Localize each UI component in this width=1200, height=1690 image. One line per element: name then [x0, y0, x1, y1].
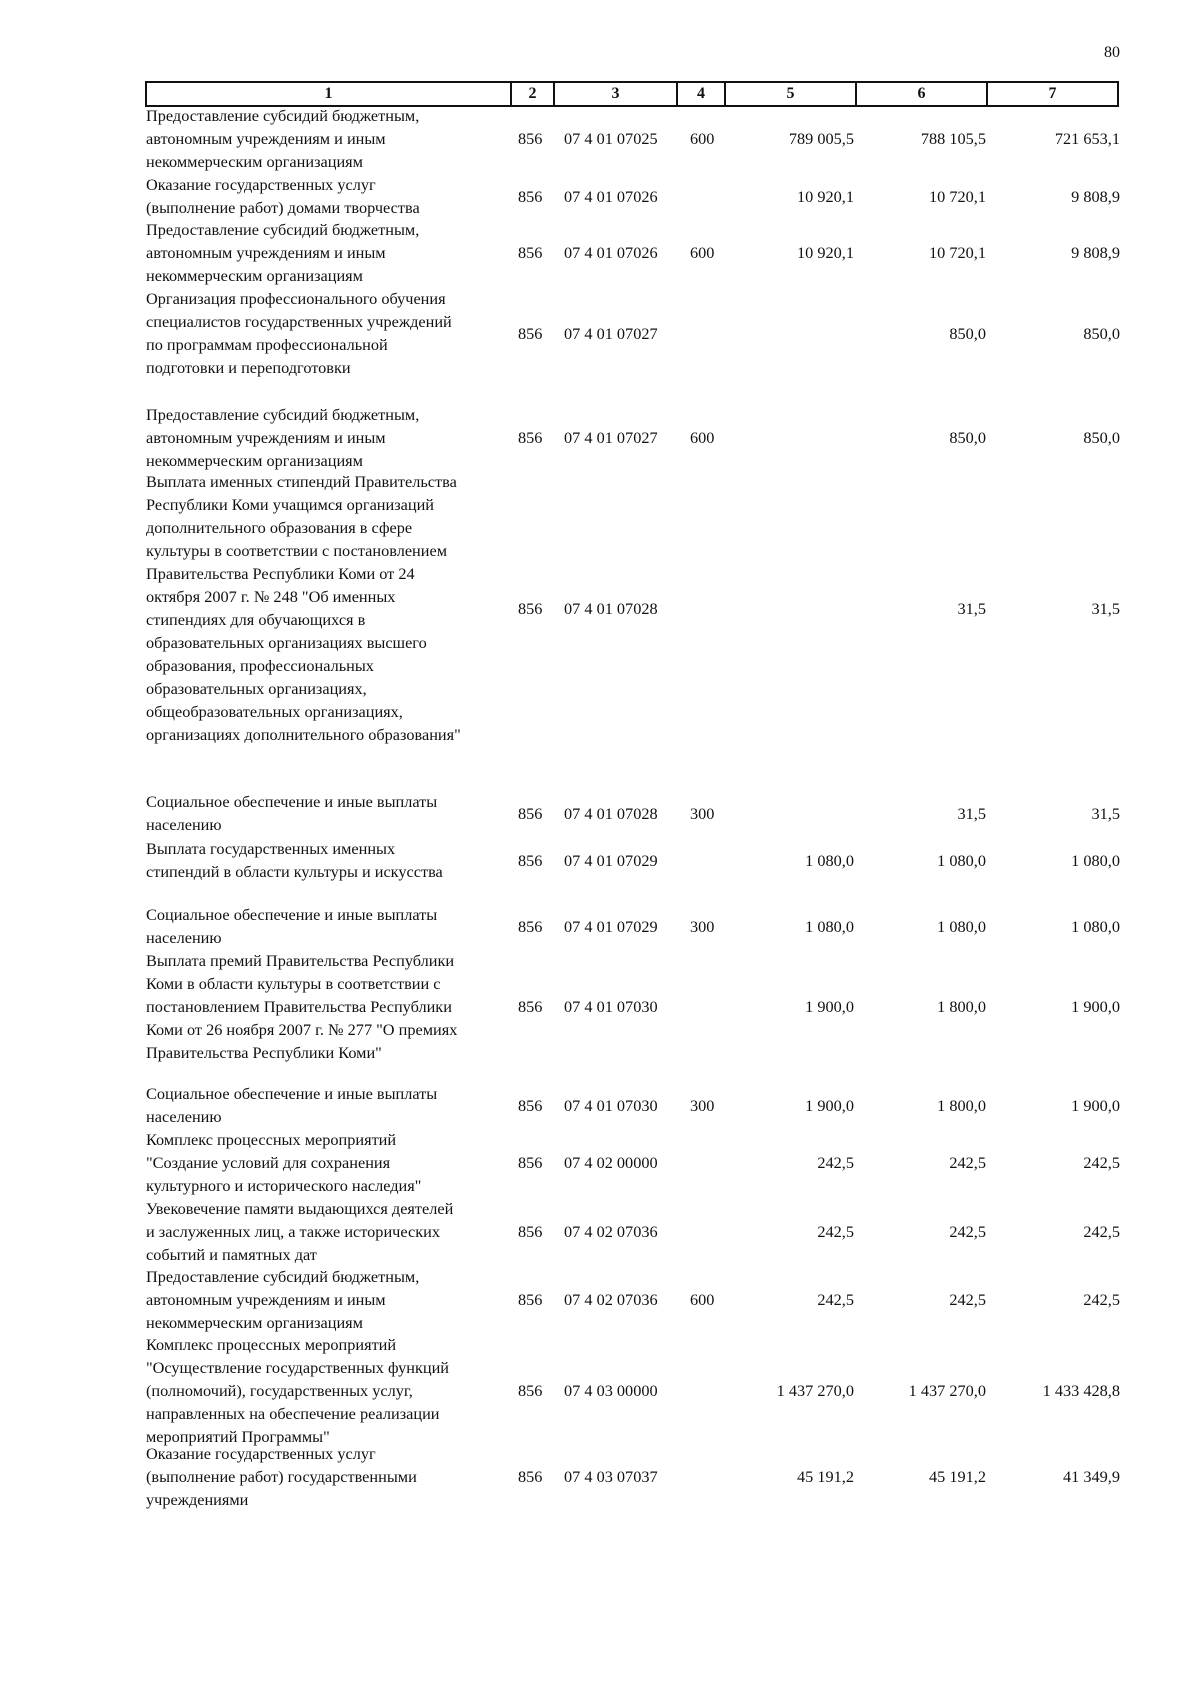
- row-value-col5: 1 080,0: [805, 850, 854, 870]
- row-name-line: стипендиях для обучающихся в: [146, 610, 366, 629]
- row-target-code: 07 4 02 07036: [564, 1222, 658, 1241]
- row-name: [146, 1333, 506, 1448]
- row-target-code: 07 4 03 00000: [564, 1381, 658, 1400]
- row-value-col6: 850,0: [949, 323, 986, 343]
- row-target-code: 07 4 01 07028: [564, 598, 658, 618]
- row-expense-type: 600: [690, 1290, 715, 1309]
- row-value-col6: 1 437 270,0: [908, 1381, 986, 1400]
- row-admin-code: 856: [518, 1467, 543, 1486]
- row-name-line: мероприятий Программы": [146, 1427, 330, 1446]
- row-value-col7: 1 080,0: [1071, 916, 1120, 936]
- row-name: [146, 949, 506, 1064]
- row-name-line: образовательных организациях,: [146, 679, 367, 698]
- row-name: [146, 470, 506, 746]
- row-value-col7: 1 900,0: [1071, 1095, 1120, 1115]
- row-name-line: Предоставление субсидий бюджетным,: [146, 405, 420, 424]
- row-value-col6: 850,0: [949, 428, 986, 447]
- row-name-line: организациях дополнительного образования": [146, 725, 461, 744]
- row-target-code: 07 4 01 07030: [564, 1095, 658, 1115]
- row-target-code: 07 4 01 07026: [564, 186, 658, 206]
- row-name-line: (выполнение работ) государственными: [146, 1467, 417, 1486]
- row-target-code: 07 4 01 07029: [564, 850, 658, 870]
- row-admin-code: 856: [518, 323, 543, 343]
- row-target-code: 07 4 03 07037: [564, 1467, 658, 1486]
- row-name-line: направленных на обеспечение реализации: [146, 1404, 440, 1423]
- row-name-line: событий и памятных дат: [146, 1245, 317, 1264]
- row-name-line: постановлением Правительства Республики: [146, 997, 452, 1016]
- row-name-line: автономным учреждениям и иным: [146, 428, 386, 447]
- row-value-col7: 31,5: [1091, 803, 1120, 823]
- row-name-line: некоммерческим организациям: [146, 1313, 363, 1332]
- row-value-col7: 1 080,0: [1071, 850, 1120, 870]
- column-header-2: 2: [511, 82, 554, 106]
- row-name-line: Предоставление субсидий бюджетным,: [146, 1267, 420, 1286]
- row-target-code: 07 4 01 07027: [564, 323, 658, 343]
- row-admin-code: 856: [518, 997, 543, 1016]
- row-value-col7: 850,0: [1083, 323, 1120, 343]
- row-name-line: культурного и исторического наследия": [146, 1176, 422, 1195]
- row-admin-code: 856: [518, 428, 543, 447]
- row-name: [146, 837, 506, 883]
- row-name-line: по программам профессиональной: [146, 335, 388, 354]
- row-value-col6: 788 105,5: [920, 129, 986, 148]
- row-name-line: культуры в соответствии с постановлением: [146, 541, 448, 560]
- row-name-line: Социальное обеспечение и иные выплаты: [146, 1084, 438, 1103]
- row-name-line: автономным учреждениям и иным: [146, 129, 386, 148]
- row-admin-code: 856: [518, 129, 543, 148]
- column-header-4: 4: [677, 82, 725, 106]
- row-name-line: Выплата именных стипендий Правительства: [146, 472, 457, 491]
- row-value-col5: 10 920,1: [797, 243, 854, 262]
- row-value-col5: 1 080,0: [805, 916, 854, 936]
- row-name-line: (выполнение работ) домами творчества: [146, 198, 420, 217]
- row-value-col6: 31,5: [957, 803, 986, 823]
- row-value-col6: 242,5: [949, 1153, 986, 1172]
- row-name-line: некоммерческим организациям: [146, 451, 363, 470]
- row-name: [146, 173, 506, 219]
- row-admin-code: 856: [518, 1290, 543, 1309]
- row-name-line: октября 2007 г. № 248 "Об именных: [146, 587, 396, 606]
- row-target-code: 07 4 01 07028: [564, 803, 658, 823]
- row-name-line: и заслуженных лиц, а также исторических: [146, 1222, 440, 1241]
- row-name-line: общеобразовательных организациях,: [146, 702, 403, 721]
- row-name-line: Коми от 26 ноября 2007 г. № 277 "О премиях: [146, 1020, 458, 1039]
- row-name-line: Оказание государственных услуг: [146, 1444, 376, 1463]
- row-value-col5: 242,5: [817, 1153, 854, 1172]
- row-value-col7: 242,5: [1083, 1290, 1120, 1309]
- row-name: [146, 218, 506, 287]
- row-name: [146, 903, 506, 949]
- row-value-col5: 10 920,1: [797, 186, 854, 206]
- row-expense-type: 300: [690, 1095, 715, 1115]
- row-expense-type: 300: [690, 803, 715, 823]
- row-name: [146, 1265, 506, 1334]
- row-name-line: Республики Коми учащимся организаций: [146, 495, 435, 514]
- row-value-col5: 242,5: [817, 1222, 854, 1241]
- row-value-col7: 242,5: [1083, 1222, 1120, 1241]
- row-target-code: 07 4 01 07025: [564, 129, 658, 148]
- row-name: [146, 1442, 506, 1511]
- row-admin-code: 856: [518, 1222, 543, 1241]
- row-name-line: образовательных организациях высшего: [146, 633, 427, 652]
- row-value-col6: 242,5: [949, 1222, 986, 1241]
- row-name-line: Комплекс процессных мероприятий: [146, 1335, 397, 1354]
- row-name-line: дополнительного образования в сфере: [146, 518, 413, 537]
- row-expense-type: 600: [690, 243, 715, 262]
- row-expense-type: 300: [690, 916, 715, 936]
- row-admin-code: 856: [518, 803, 543, 823]
- row-name: [146, 104, 506, 173]
- row-value-col6: 1 080,0: [937, 850, 986, 870]
- row-name-line: Правительства Республики Коми от 24: [146, 564, 415, 583]
- row-expense-type: 600: [690, 129, 715, 148]
- row-name: [146, 1197, 506, 1266]
- row-name-line: подготовки и переподготовки: [146, 358, 351, 377]
- row-target-code: 07 4 01 07029: [564, 916, 658, 936]
- row-value-col5: 1 900,0: [805, 997, 854, 1016]
- row-value-col7: 9 808,9: [1071, 243, 1120, 262]
- row-name-line: автономным учреждениям и иным: [146, 243, 386, 262]
- column-header-3: 3: [554, 82, 677, 106]
- row-name: [146, 403, 506, 472]
- row-value-col6: 45 191,2: [929, 1467, 986, 1486]
- row-name-line: населению: [146, 928, 222, 947]
- row-target-code: 07 4 01 07030: [564, 997, 658, 1016]
- row-target-code: 07 4 01 07027: [564, 428, 658, 447]
- row-value-col6: 10 720,1: [929, 243, 986, 262]
- row-name-line: некоммерческим организациям: [146, 266, 363, 285]
- row-name-line: Предоставление субсидий бюджетным,: [146, 220, 420, 239]
- row-value-col6: 242,5: [949, 1290, 986, 1309]
- row-name-line: Социальное обеспечение и иные выплаты: [146, 792, 438, 811]
- row-admin-code: 856: [518, 850, 543, 870]
- row-name-line: образования, профессиональных: [146, 656, 374, 675]
- row-admin-code: 856: [518, 186, 543, 206]
- row-value-col7: 242,5: [1083, 1153, 1120, 1172]
- row-admin-code: 856: [518, 1381, 543, 1400]
- row-admin-code: 856: [518, 1095, 543, 1115]
- row-name-line: некоммерческим организациям: [146, 152, 363, 171]
- row-value-col7: 1 900,0: [1071, 997, 1120, 1016]
- row-target-code: 07 4 02 07036: [564, 1290, 658, 1309]
- row-value-col7: 850,0: [1083, 428, 1120, 447]
- row-value-col6: 31,5: [957, 598, 986, 618]
- row-name-line: Правительства Республики Коми": [146, 1043, 382, 1062]
- row-value-col7: 721 653,1: [1054, 129, 1120, 148]
- row-name-line: Предоставление субсидий бюджетным,: [146, 106, 420, 125]
- row-name-line: специалистов государственных учреждений: [146, 312, 452, 331]
- column-header-1: 1: [146, 82, 511, 106]
- row-name-line: "Осуществление государственных функций: [146, 1358, 449, 1377]
- row-value-col5: 1 437 270,0: [776, 1381, 854, 1400]
- row-name-line: населению: [146, 815, 222, 834]
- column-header-6: 6: [856, 82, 987, 106]
- row-value-col7: 1 433 428,8: [1042, 1381, 1120, 1400]
- row-name: [146, 790, 506, 836]
- row-name-line: (полномочий), государственных услуг,: [146, 1381, 413, 1400]
- row-name: [146, 287, 506, 379]
- row-target-code: 07 4 02 00000: [564, 1153, 658, 1172]
- row-name-line: Выплата государственных именных: [146, 839, 396, 858]
- row-target-code: 07 4 01 07026: [564, 243, 658, 262]
- row-admin-code: 856: [518, 598, 543, 618]
- row-name: [146, 1082, 506, 1128]
- row-name-line: учреждениями: [146, 1490, 249, 1509]
- row-value-col5: 45 191,2: [797, 1467, 854, 1486]
- row-value-col6: 1 080,0: [937, 916, 986, 936]
- row-value-col6: 10 720,1: [929, 186, 986, 206]
- row-name-line: Оказание государственных услуг: [146, 175, 376, 194]
- row-name: [146, 1128, 506, 1197]
- row-name-line: Социальное обеспечение и иные выплаты: [146, 905, 438, 924]
- row-name-line: Выплата премий Правительства Республики: [146, 951, 455, 970]
- column-header-7: 7: [987, 82, 1118, 106]
- row-value-col7: 9 808,9: [1071, 186, 1120, 206]
- row-name-line: Комплекс процессных мероприятий: [146, 1130, 397, 1149]
- row-value-col5: 242,5: [817, 1290, 854, 1309]
- row-value-col5: 789 005,5: [788, 129, 854, 148]
- row-value-col6: 1 800,0: [937, 1095, 986, 1115]
- row-value-col6: 1 800,0: [937, 997, 986, 1016]
- row-admin-code: 856: [518, 916, 543, 936]
- row-name-line: стипендий в области культуры и искусства: [146, 862, 443, 881]
- row-name-line: "Создание условий для сохранения: [146, 1153, 391, 1172]
- row-name-line: населению: [146, 1107, 222, 1126]
- row-name-line: Коми в области культуры в соответствии с: [146, 974, 441, 993]
- row-name-line: Увековечение памяти выдающихся деятелей: [146, 1199, 454, 1218]
- row-value-col5: 1 900,0: [805, 1095, 854, 1115]
- column-header-5: 5: [725, 82, 856, 106]
- row-expense-type: 600: [690, 428, 715, 447]
- row-name-line: Организация профессионального обучения: [146, 289, 446, 308]
- row-value-col7: 41 349,9: [1063, 1467, 1120, 1486]
- row-value-col7: 31,5: [1091, 598, 1120, 618]
- row-admin-code: 856: [518, 1153, 543, 1172]
- row-name-line: автономным учреждениям и иным: [146, 1290, 386, 1309]
- page-number: 80: [1104, 44, 1120, 61]
- row-admin-code: 856: [518, 243, 543, 262]
